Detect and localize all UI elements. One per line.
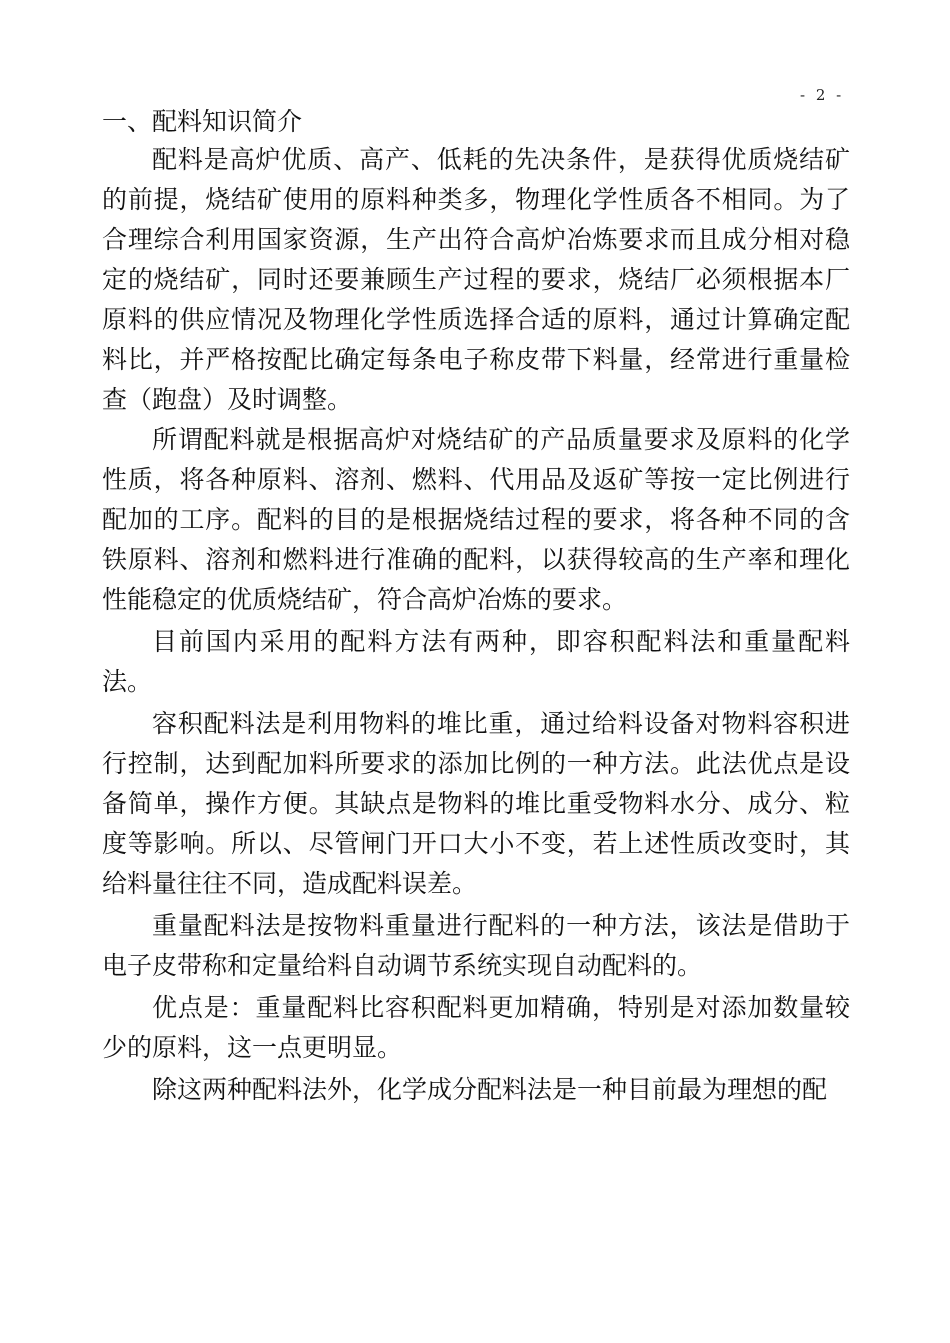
paragraph-weight-advantages: 优点是：重量配料比容积配料更加精确，特别是对添加数量较少的原料，这一点更明显。 [102, 993, 850, 1062]
paragraph-weight-method: 重量配料法是按物料重量进行配料的一种方法，该法是借助于电子皮带称和定量给料自动调节系统实现自动配料的。 [102, 911, 850, 980]
paragraph-volumetric-method: 容积配料法是利用物料的堆比重，通过给料设备对物料容积进行控制，达到配加料所要求的添加比例的一种方法。此法优点是设备简单，操作方便。其缺点是物料的堆比重受物料水分、成分、粒度等影响。所以、尽管闸门开口大小不变，若上述性质改变时，其给料量往往不同，造成配料误差。 [102, 709, 850, 898]
paragraph-batching-methods: 目前国内采用的配料方法有两种，即容积配料法和重量配料法。 [102, 627, 850, 696]
section-heading: 一、配料知识简介 [102, 107, 303, 136]
document-body [102, 140, 850, 1110]
page-number: - 2 - [800, 86, 845, 104]
paragraph-chemical-method: 除这两种配料法外，化学成分配料法是一种目前最为理想的配 [152, 1075, 828, 1104]
paragraph-batching-intro: 配料是高炉优质、高产、低耗的先决条件，是获得优质烧结矿的前提，烧结矿使用的原料种类多，物理化学性质各不相同。为了合理综合利用国家资源，生产出符合高炉冶炼要求而且成分相对稳定的烧结矿，同时还要兼顾生产过程的要求，烧结厂必须根据本厂原料的供应情况及物理化学性质选择合适的原料，通过计算确定配料比，并严格按配比确定每条电子称皮带下料量，经常进行重量检查（跑盘）及时调整。 [102, 145, 850, 414]
paragraph-batching-definition: 所谓配料就是根据高炉对烧结矿的产品质量要求及原料的化学性质，将各种原料、溶剂、燃料、代用品及返矿等按一定比例进行配加的工序。配料的目的是根据烧结过程的要求，将各种不同的含铁原料、溶剂和燃料进行准确的配料，以获得较高的生产率和理化性能稳定的优质烧结矿，符合高炉冶炼的要求。 [102, 425, 850, 614]
